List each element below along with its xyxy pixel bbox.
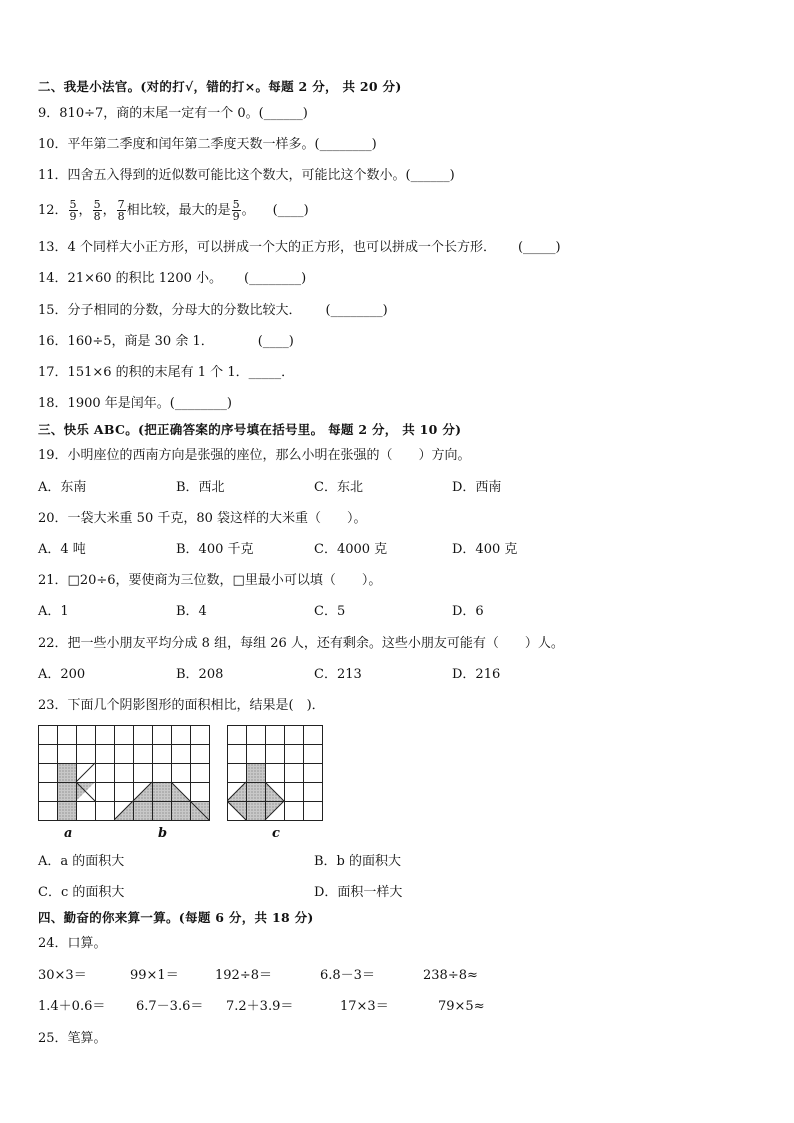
fraction: $\frac{5}{8}$ <box>93 198 101 223</box>
answer-blank[interactable]: (________) <box>325 303 388 318</box>
question-text: 相比较，最大的是 <box>126 203 231 218</box>
question-text: 15．分子相同的分数，分母大的分数比较大． <box>38 303 302 318</box>
question-21: 21．□20÷6，要使商为三位数，□里最小可以填（ ）。 <box>38 573 382 588</box>
question-20: 20．一袋大米重 50 千克，80 袋这样的大米重（ ）。 <box>38 511 367 526</box>
question-16 <box>38 333 294 351</box>
oral-calc-item: 7.2＋3.9＝ <box>226 999 294 1014</box>
option-a[interactable]: A．a 的面积大 <box>38 854 125 869</box>
oral-calc-item: 79×5≈ <box>438 999 485 1014</box>
question-12: 12． $\frac{5}{9}$ ， $\frac{5}{8}$ ， $\frac{7}{8}$ 相比较，最大的是 $\frac{5}{9}$ 。 (____) <box>38 198 309 223</box>
option-a[interactable]: A．4 吨 <box>38 542 86 557</box>
section-4-title: 四、勤奋的你来算一算。(每题 6 分，共 18 分) <box>38 910 314 925</box>
question-text: 18．1900 年是闰年。 <box>38 396 170 411</box>
oral-calc-item: 6.8－3＝ <box>320 968 375 983</box>
oral-calc-item: 6.7－3.6＝ <box>136 999 204 1014</box>
grid-figure-a <box>38 725 116 821</box>
question-10 <box>38 136 377 154</box>
option-d[interactable]: D．216 <box>452 667 501 682</box>
question-prefix: 12． <box>38 203 68 218</box>
question-text: 17．151×6 的积的末尾有 1 个 1． <box>38 365 249 380</box>
answer-blank[interactable]: (____) <box>272 203 309 218</box>
question-15 <box>38 302 388 320</box>
oral-calc-item: 99×1＝ <box>130 968 179 983</box>
option-a[interactable]: A．1 <box>38 604 69 619</box>
question-text: 13．4 个同样大小正方形，可以拼成一个大的正方形，也可以拼成一个长方形． <box>38 240 496 255</box>
question-23: 23．下面几个阴影图形的面积相比，结果是( )． <box>38 698 325 713</box>
answer-blank[interactable]: (________) <box>169 396 232 411</box>
oral-calc-item: 30×3＝ <box>38 968 87 983</box>
question-11 <box>38 167 455 185</box>
answer-blank[interactable]: (______) <box>258 106 308 121</box>
question-25: 25．笔算。 <box>38 1031 107 1046</box>
fraction: $\frac{5}{9}$ <box>232 198 240 223</box>
question-text: 16．160÷5，商是 30 余 1． <box>38 334 214 349</box>
question-17 <box>38 364 294 382</box>
figure-label-c: c <box>272 826 280 841</box>
option-c[interactable]: C．213 <box>314 667 362 682</box>
oral-calc-item: 192÷8＝ <box>215 968 272 983</box>
option-d[interactable]: D．面积一样大 <box>314 885 403 900</box>
answer-blank[interactable]: (________) <box>244 271 307 286</box>
question-text: 14．21×60 的积比 1200 小。 <box>38 271 222 286</box>
option-a[interactable]: A．东南 <box>38 480 87 495</box>
grid-figure-c <box>227 725 325 821</box>
answer-blank[interactable]: (_____) <box>517 240 561 255</box>
question-text: 11．四舍五入得到的近似数可能比这个数大，可能比这个数小。 <box>38 168 406 183</box>
question-19: 19．小明座位的西南方向是张强的座位，那么小明在张强的（ ）方向。 <box>38 448 471 463</box>
oral-calc-item: 1.4＋0.6＝ <box>38 999 106 1014</box>
option-c[interactable]: C．4000 克 <box>314 542 388 557</box>
option-b[interactable]: B．208 <box>176 667 224 682</box>
option-d[interactable]: D．西南 <box>452 480 502 495</box>
option-c[interactable]: C．东北 <box>314 480 363 495</box>
oral-calc-item: 238÷8≈ <box>423 968 478 983</box>
option-b[interactable]: B．4 <box>176 604 207 619</box>
oral-calc-item: 17×3＝ <box>340 999 389 1014</box>
option-c[interactable]: C．c 的面积大 <box>38 885 125 900</box>
option-b[interactable]: B．400 千克 <box>176 542 254 557</box>
answer-blank[interactable]: (________) <box>314 137 377 152</box>
answer-blank[interactable]: _____． <box>248 365 295 380</box>
grid-figure-b <box>114 725 212 821</box>
section-3-title: 三、快乐 ABC。(把正确答案的序号填在括号里。 每题 2 分， 共 10 分) <box>38 422 462 437</box>
question-22: 22．把一些小朋友平均分成 8 组，每组 26 人，还有剩余。这些小朋友可能有（ ）人。 <box>38 636 564 651</box>
fraction: $\frac{5}{9}$ <box>69 198 77 223</box>
option-c[interactable]: C．5 <box>314 604 346 619</box>
question-13 <box>38 239 561 257</box>
answer-blank[interactable]: (____) <box>257 334 294 349</box>
option-a[interactable]: A．200 <box>38 667 86 682</box>
question-text: 10．平年第二季度和闰年第二季度天数一样多。 <box>38 137 315 152</box>
answer-blank[interactable]: (______) <box>405 168 455 183</box>
option-b[interactable]: B．b 的面积大 <box>314 854 402 869</box>
question-14 <box>38 270 306 288</box>
shaded-region <box>227 763 284 820</box>
figure-label-a: a <box>64 826 73 841</box>
question-24: 24．口算。 <box>38 936 107 951</box>
option-b[interactable]: B．西北 <box>176 480 225 495</box>
question-text: 9．810÷7，商的末尾一定有一个 0。 <box>38 106 259 121</box>
section-2-title: 二、我是小法官。(对的打√，错的打×。每题 2 分， 共 20 分) <box>38 79 402 94</box>
question-18 <box>38 395 232 413</box>
question-9 <box>38 105 308 123</box>
option-d[interactable]: D．400 克 <box>452 542 518 557</box>
fraction: $\frac{7}{8}$ <box>117 198 125 223</box>
option-d[interactable]: D．6 <box>452 604 484 619</box>
figure-label-b: b <box>158 826 168 841</box>
